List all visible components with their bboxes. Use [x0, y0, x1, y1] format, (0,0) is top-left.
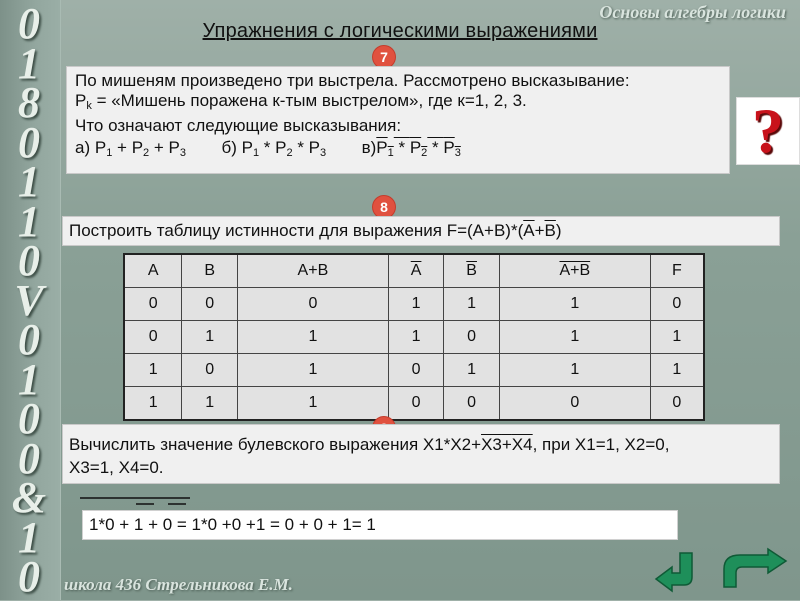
option-c — [362, 138, 461, 157]
table-row — [124, 354, 704, 387]
table-cell: 0 — [650, 387, 704, 421]
table-cell: 1 — [124, 354, 182, 387]
task-9-text: Вычислить значение булевского выражения X1*X2+ — [69, 435, 482, 454]
p-symbol: P — [241, 138, 253, 157]
answer-field: 1*0 + 1 + 0 = 1*0 +0 +1 = 0 + 0 + 1= 1 — [82, 510, 678, 540]
subscript: 2 — [143, 147, 150, 159]
task-9-line-2: X3=1, X4=0. — [69, 458, 164, 477]
question-mark-icon: ? — [736, 97, 800, 165]
negated-sum — [481, 435, 533, 454]
table-cell: 1 — [444, 354, 500, 387]
option-a — [75, 138, 186, 157]
table-cell: 1 — [237, 354, 388, 387]
decorative-glyph: 1 — [18, 354, 40, 404]
decorative-glyph: 0 — [18, 394, 40, 443]
subscript: 3 — [179, 147, 186, 159]
table-cell: 1 — [499, 288, 650, 321]
p-symbol: P — [275, 138, 287, 157]
option-b-label: б) — [221, 138, 242, 157]
decorative-glyph: & — [11, 473, 47, 522]
negated-x3: X3 — [481, 435, 502, 454]
task-7-line-2 — [75, 91, 721, 116]
p-symbol: P — [376, 138, 388, 157]
table-cell: 0 — [237, 288, 388, 321]
table-cell: 1 — [182, 321, 238, 354]
overline-marks — [78, 492, 198, 506]
table-row — [124, 387, 704, 421]
p-symbol: P — [131, 138, 144, 157]
negated-x4: X4 — [511, 435, 533, 454]
table-row — [124, 321, 704, 354]
decorative-glyph: V — [14, 275, 44, 325]
author-footer: школа 436 Стрельникова Е.М. — [64, 575, 293, 594]
table-cell: 1 — [499, 354, 650, 387]
negated-header: $\overline{A}$ — [410, 262, 422, 279]
subscript: 3 — [320, 147, 327, 159]
operator: * — [427, 138, 444, 157]
table-cell: 0 — [388, 387, 444, 421]
p-symbol: P — [308, 138, 320, 157]
operator: * — [292, 138, 309, 157]
course-title: Основы алгебры логики — [599, 2, 786, 22]
closing-paren: ) — [555, 221, 562, 240]
task-7-line-2-text: = «Мишень поражена к-тым выстрелом», где к=1, 2, 3. — [91, 91, 527, 110]
task-number-badge-8: 8 — [373, 196, 395, 218]
table-row — [124, 288, 704, 321]
task-7-line-1: По мишеням произведено три выстрела. Рассмотрено высказывание: — [75, 71, 630, 90]
option-c-label: в) — [361, 138, 377, 157]
table-cell: 0 — [124, 321, 182, 354]
operator: + — [112, 138, 132, 157]
option-a-label: а) — [75, 138, 95, 157]
subscript: 2 — [421, 147, 428, 159]
table-header-row — [124, 254, 704, 288]
table-cell: 0 — [182, 354, 238, 387]
decorative-glyph: 8 — [18, 78, 40, 127]
decorative-digit-band — [0, 0, 61, 600]
operator: * — [259, 138, 276, 157]
back-arrow-icon[interactable] — [652, 547, 700, 593]
table-cell: 1 — [444, 288, 500, 321]
decorative-glyph: 1 — [18, 157, 40, 206]
subscript: 1 — [387, 147, 394, 159]
header-cell: A+B — [237, 254, 388, 288]
subscript: 3 — [454, 147, 461, 159]
task-9-text-suffix: , при X1=1, X2=0, — [532, 435, 670, 454]
option-c-overlined — [376, 138, 461, 157]
operator: + — [149, 138, 169, 157]
negated-a: $\overline{A}$ — [523, 221, 535, 240]
subscript: 1 — [252, 147, 260, 159]
decorative-glyph: 0 — [18, 433, 40, 483]
task-8-text: Построить таблицу истинности для выражения F=(A+B)*( — [69, 221, 524, 240]
page-title: Упражнения с логическими выражениями — [202, 20, 598, 42]
table-cell: 0 — [444, 321, 500, 354]
table-cell: 0 — [499, 387, 650, 421]
table-cell: 1 — [182, 387, 238, 421]
subscript: 2 — [286, 147, 293, 159]
table-cell: 1 — [388, 288, 444, 321]
task-9-panel — [62, 424, 780, 484]
table-cell: 1 — [237, 387, 388, 421]
header-cell: A — [124, 254, 182, 288]
header-cell — [499, 254, 650, 288]
task-8-panel — [62, 216, 780, 246]
table-cell: 1 — [124, 387, 182, 421]
p-symbol: P — [443, 138, 455, 157]
operator: + — [501, 435, 512, 454]
p-symbol: P — [75, 91, 87, 110]
p-symbol: P — [409, 138, 422, 157]
return-arrow-icon[interactable] — [718, 547, 790, 593]
header-cell: B — [182, 254, 238, 288]
table-cell: 1 — [388, 321, 444, 354]
task-9-line-1 — [69, 433, 771, 456]
table-cell: 1 — [650, 354, 704, 387]
table-cell: 1 — [499, 321, 650, 354]
p-symbol: P — [168, 138, 180, 157]
negated-header: A+B — [559, 262, 591, 279]
header-cell — [444, 254, 500, 288]
decorative-glyph: 1 — [18, 196, 40, 246]
p-symbol: P — [94, 138, 107, 157]
table-cell: 0 — [650, 288, 704, 321]
table-cell: 0 — [182, 288, 238, 321]
negated-header: $\overline{B}$ — [466, 262, 477, 279]
task-7-line-3: Что означают следующие высказывания: — [75, 116, 402, 135]
subscript: 1 — [106, 147, 113, 159]
table-cell: 1 — [650, 321, 704, 354]
task-7-line-4 — [75, 138, 721, 163]
table-cell: 0 — [388, 354, 444, 387]
task-7-panel — [66, 66, 730, 174]
table-cell: 1 — [237, 321, 388, 354]
decorative-glyph: 0 — [18, 552, 40, 601]
option-b — [221, 138, 326, 157]
decorative-glyph: 0 — [18, 117, 40, 167]
table-cell: 0 — [444, 387, 500, 421]
header-cell — [388, 254, 444, 288]
header-cell: F — [650, 254, 704, 288]
table-cell: 0 — [124, 288, 182, 321]
subscript-k: k — [86, 100, 92, 112]
task-number-badge-7: 7 — [373, 46, 395, 68]
operator: + — [534, 221, 545, 240]
negated-b: $\overline{B}$ — [544, 221, 556, 240]
decorative-glyph: 1 — [18, 38, 40, 88]
decorative-glyph: 0 — [18, 315, 40, 364]
decorative-glyph: 1 — [18, 512, 40, 562]
decorative-glyph: 0 — [18, 0, 40, 48]
decorative-glyph: 0 — [18, 236, 40, 285]
truth-table — [123, 253, 705, 421]
operator: * — [393, 138, 410, 157]
